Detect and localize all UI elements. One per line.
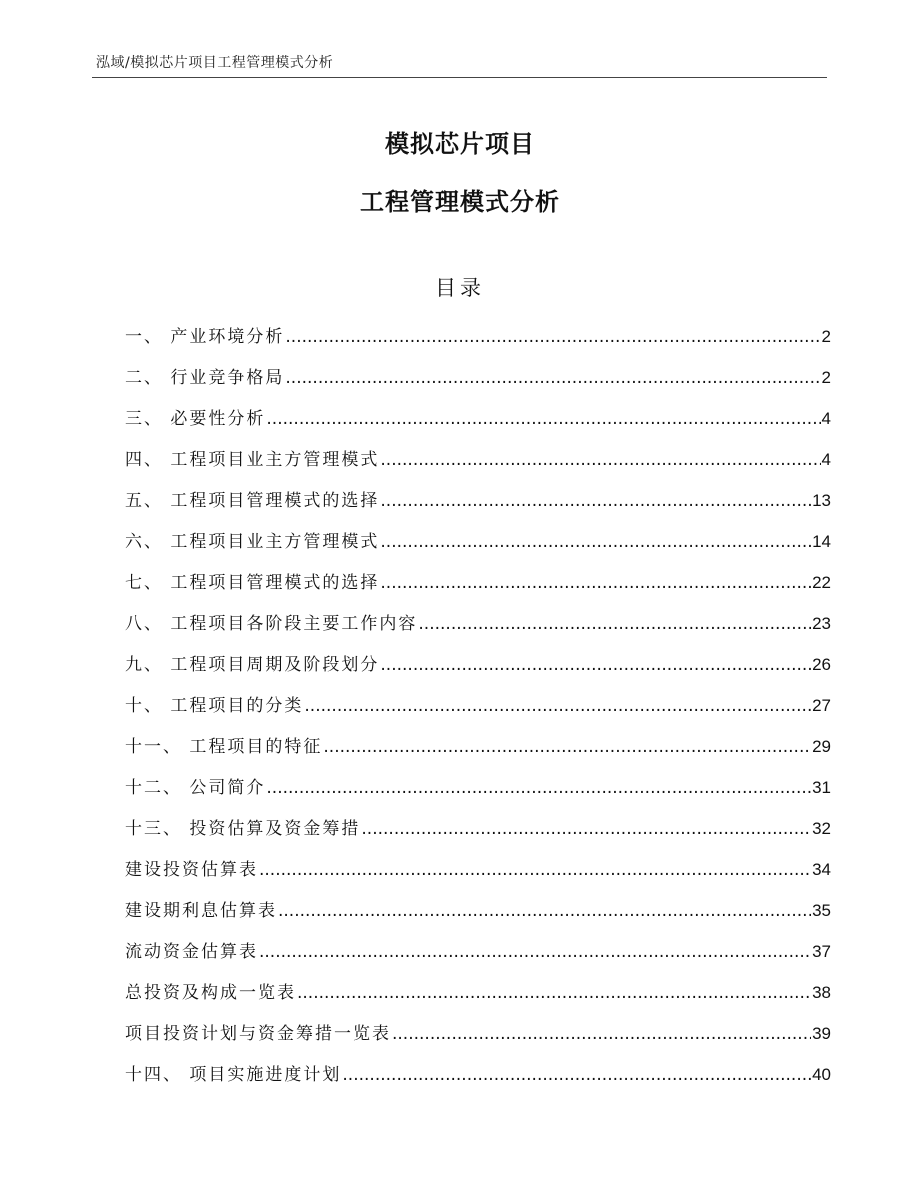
toc-entry[interactable] — [125, 1017, 831, 1058]
toc-entry[interactable] — [125, 525, 831, 566]
toc-entry[interactable] — [125, 607, 831, 648]
toc-entry[interactable] — [125, 566, 831, 607]
toc-entry-page: 27 — [812, 696, 831, 715]
toc-entry-page: 14 — [812, 532, 831, 551]
toc-entry-page: 37 — [812, 942, 831, 961]
toc-entry[interactable] — [125, 894, 831, 935]
toc-entry[interactable] — [125, 402, 831, 443]
toc-entry-page: 34 — [812, 860, 831, 879]
toc-entry-page: 38 — [812, 983, 831, 1002]
toc-entry-page: 23 — [812, 614, 831, 633]
toc-entry[interactable] — [125, 730, 831, 771]
toc-dot-leader — [380, 484, 811, 518]
toc-entry-label: 一、 产业环境分析 — [125, 327, 285, 347]
toc-entry-label: 十、 工程项目的分类 — [125, 696, 304, 716]
toc-entry[interactable] — [125, 976, 831, 1017]
toc-entry-label: 四、 工程项目业主方管理模式 — [125, 450, 380, 470]
toc-entry-label: 七、 工程项目管理模式的选择 — [125, 573, 380, 593]
toc-dot-leader — [380, 525, 811, 559]
toc-entry-label: 十三、 投资估算及资金筹措 — [125, 819, 361, 839]
toc-entry-label: 建设期利息估算表 — [125, 901, 277, 921]
toc-entry[interactable] — [125, 484, 831, 525]
toc-entry[interactable] — [125, 812, 831, 853]
toc-entry[interactable] — [125, 648, 831, 689]
toc-dot-leader — [259, 853, 811, 887]
toc-entry-page: 26 — [812, 655, 831, 674]
toc-dot-leader — [380, 566, 811, 600]
document-title-line-1: 模拟芯片项目 — [385, 130, 535, 158]
toc-entry-label: 十四、 项目实施进度计划 — [125, 1065, 342, 1085]
toc-entry-label: 二、 行业竞争格局 — [125, 368, 285, 388]
toc-entry[interactable] — [125, 689, 831, 730]
toc-entry[interactable] — [125, 361, 831, 402]
header-divider — [92, 77, 827, 78]
toc-entry[interactable] — [125, 1058, 831, 1099]
toc-entry-page: 40 — [812, 1065, 831, 1084]
toc-entry-label: 三、 必要性分析 — [125, 409, 266, 429]
table-of-contents — [125, 320, 831, 1099]
toc-entry-label: 九、 工程项目周期及阶段划分 — [125, 655, 380, 675]
toc-entry-label: 十一、 工程项目的特征 — [125, 737, 323, 757]
toc-dot-leader — [342, 1058, 811, 1092]
toc-entry-label: 建设投资估算表 — [125, 860, 258, 880]
toc-entry[interactable] — [125, 320, 831, 361]
toc-entry-label: 五、 工程项目管理模式的选择 — [125, 491, 380, 511]
toc-dot-leader — [392, 1017, 811, 1051]
document-title-line-2: 工程管理模式分析 — [360, 188, 560, 216]
toc-entry-page: 29 — [812, 737, 831, 756]
running-header: 泓域/模拟芯片项目工程管理模式分析 — [96, 55, 334, 71]
toc-dot-leader — [380, 648, 811, 682]
toc-entry-page: 35 — [812, 901, 831, 920]
toc-dot-leader — [259, 935, 811, 969]
toc-entry-page: 13 — [812, 491, 831, 510]
toc-entry[interactable] — [125, 853, 831, 894]
toc-entry[interactable] — [125, 443, 831, 484]
toc-dot-leader — [380, 443, 820, 477]
toc-entry-label: 流动资金估算表 — [125, 942, 258, 962]
toc-entry-page: 32 — [812, 819, 831, 838]
toc-dot-leader — [285, 361, 820, 395]
toc-dot-leader — [266, 771, 811, 805]
toc-entry-label: 项目投资计划与资金筹措一览表 — [125, 1024, 391, 1044]
toc-entry-page: 39 — [812, 1024, 831, 1043]
toc-dot-leader — [361, 812, 811, 846]
toc-entry-page: 2 — [821, 327, 831, 346]
toc-dot-leader — [266, 402, 820, 436]
toc-dot-leader — [418, 607, 811, 641]
toc-entry-page: 2 — [821, 368, 831, 387]
toc-entry-label: 十二、 公司简介 — [125, 778, 266, 798]
toc-entry-page: 4 — [821, 450, 831, 469]
toc-dot-leader — [297, 976, 811, 1010]
toc-dot-leader — [323, 730, 811, 764]
toc-entry[interactable] — [125, 935, 831, 976]
toc-entry-page: 22 — [812, 573, 831, 592]
toc-entry[interactable] — [125, 771, 831, 812]
toc-entry-label: 总投资及构成一览表 — [125, 983, 296, 1003]
toc-dot-leader — [278, 894, 811, 928]
toc-heading: 目录 — [435, 276, 485, 300]
toc-dot-leader — [304, 689, 811, 723]
toc-entry-page: 31 — [812, 778, 831, 797]
toc-entry-label: 八、 工程项目各阶段主要工作内容 — [125, 614, 418, 634]
toc-entry-label: 六、 工程项目业主方管理模式 — [125, 532, 380, 552]
toc-dot-leader — [285, 320, 820, 354]
toc-entry-page: 4 — [821, 409, 831, 428]
